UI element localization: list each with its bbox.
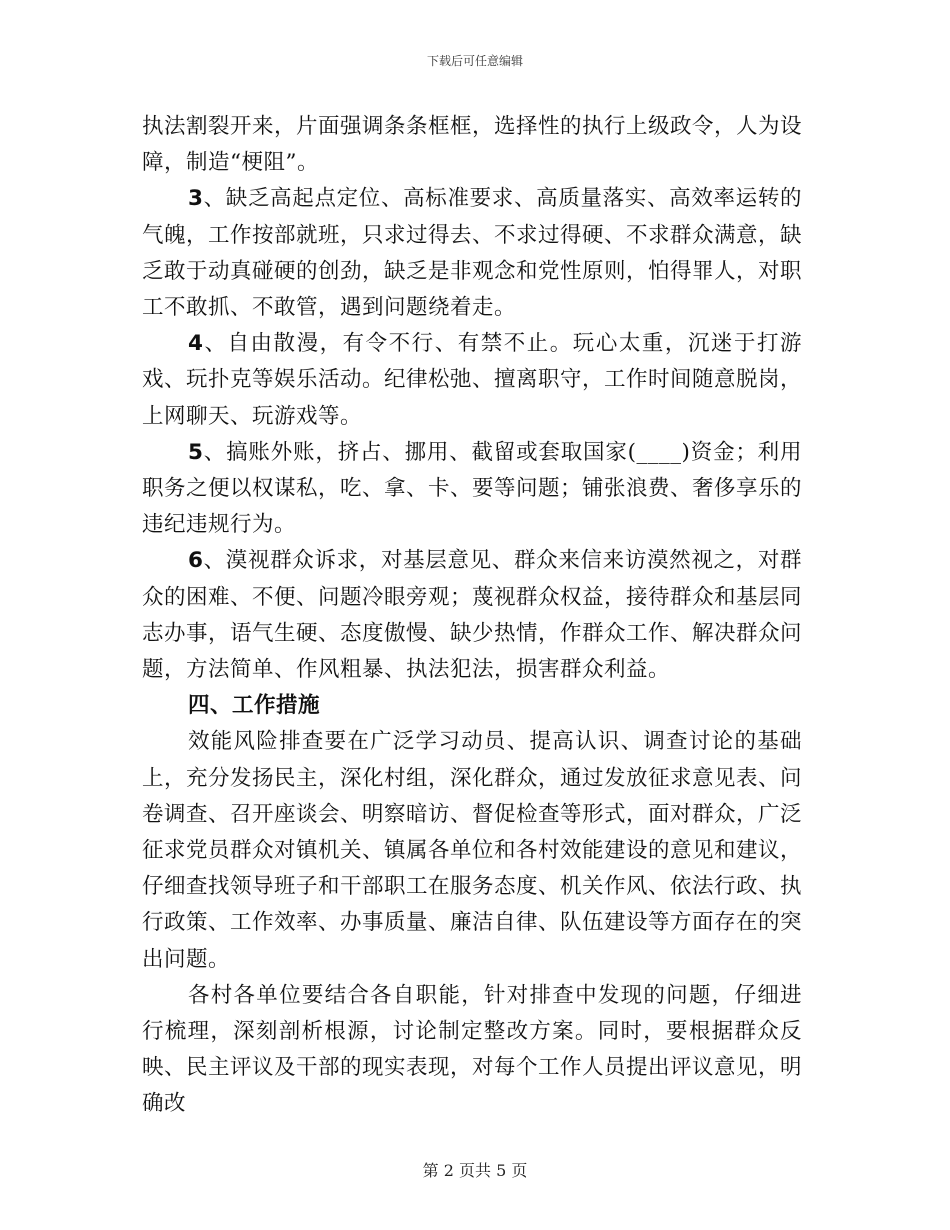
page-header: 下载后可任意编辑 [426,54,523,68]
paragraph-continuation [142,109,802,181]
paragraph-item-4 [142,326,802,435]
section-paragraph: 效能风险排查要在广泛学习动员、提高认识、调查讨论的基础上，充分发扬民主，深化村组，深化群众，通过发放征求意见表、问卷调查、召开座谈会、明察暗访、督促检查等形式，面对群众，广泛征求党员群众对镇机关、镇属各单位和各村效能建设的意见和建议，仔细查找领导班子和干部职工在服务态度、机关作风、依法行政、执行政策、工作效率、办事质量、廉洁自律、队伍建设等方面存在的突出问题。 [142,729,803,972]
item-number: 6 [188,548,204,574]
paragraph-item-6 [142,543,802,688]
section-heading: 四、工作措施 [188,693,321,719]
paragraph-item-3 [142,181,802,326]
document-body [142,109,802,1123]
paragraph-text: 、搞账外账，挤占、挪用、截留或套取国家(____)资金；利用职务之便以权谋私，吃、拿、卡、要等问题；铺张浪费、奢侈享乐的违纪违规行为。 [142,439,803,538]
paragraph-text: 执法割裂开来，片面强调条条框框，选择性的执行上级政令，人为设障，制造“梗阻”。 [142,114,803,176]
paragraph-item-5 [142,435,802,544]
page-footer: 第 2 页共 5 页 [422,1161,528,1180]
paragraph-text: 、自由散漫，有令不行、有禁不止。玩心太重，沉迷于打游戏、玩扑克等娱乐活动。纪律松弛、擅离职守，工作时间随意脱岗，上网聊天、玩游戏等。 [142,331,803,429]
paragraph-text: 、缺乏高起点定位、高标准要求、高质量落实、高效率运转的气魄，工作按部就班，只求过得去、不求过得硬、不求群众满意，缺乏敢于动真碰硬的创劲，缺乏是非观念和党性原则，怕得罪人，对职工不敢抓、不敢管，遇到问题绕着走。 [142,186,803,321]
section-paragraph: 各村各单位要结合各自职能，针对排查中发现的问题，仔细进行梳理，深刻剖析根源，讨论制定整改方案。同时，要根据群众反映、民主评议及干部的现实表现，对每个工作人员提出评议意见，明确改 [142,982,803,1117]
paragraph-text: 、漠视群众诉求，对基层意见、群众来信来访漠然视之，对群众的困难、不便、问题冷眼旁观；蔑视群众权益，接待群众和基层同志办事，语气生硬、态度傲慢、缺少热情，作群众工作、解决群众问题，方法简单、作风粗暴、执法犯法，损害群众利益。 [142,548,803,683]
item-number: 5 [188,439,204,465]
item-number: 4 [188,331,204,357]
item-number: 3 [188,186,204,212]
